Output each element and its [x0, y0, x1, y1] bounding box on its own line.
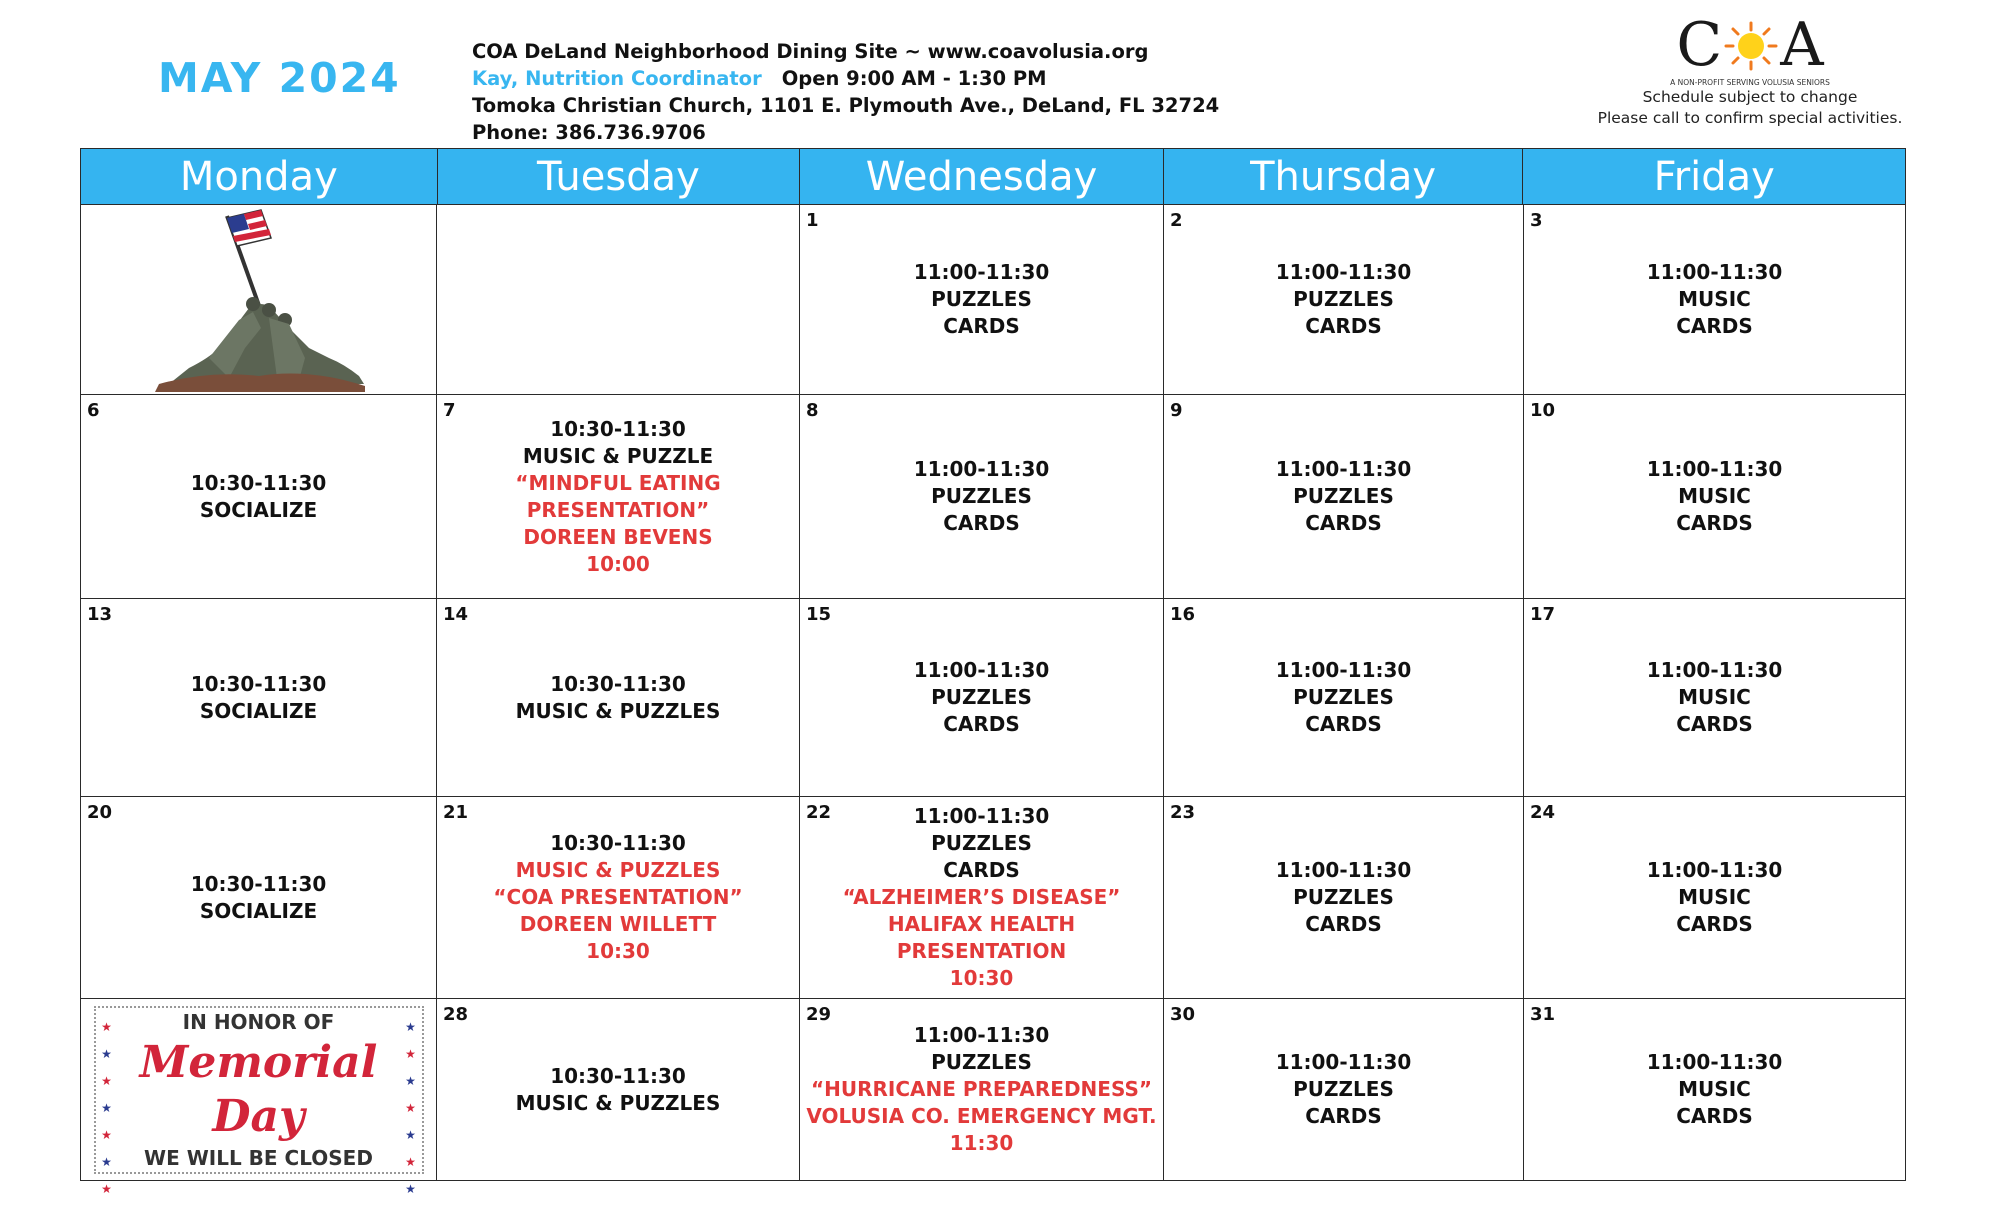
activity-line: CARDS	[1676, 912, 1753, 936]
activity-line: MUSIC	[1678, 685, 1751, 709]
week-row	[80, 205, 1906, 395]
activity-line: 11:00-11:30	[913, 658, 1050, 682]
day-number: 7	[443, 400, 456, 421]
activity-line: CARDS	[943, 314, 1020, 338]
day-number: 13	[87, 604, 113, 625]
site-address: Tomoka Christian Church, 1101 E. Plymouth Ave., DeLand, FL 32724	[472, 94, 1220, 117]
stars-left	[100, 1014, 114, 1196]
star-icon: ★	[101, 1181, 112, 1196]
special-event-line: HALIFAX HEALTH PRESENTATION	[887, 912, 1076, 963]
day-number: 20	[87, 802, 113, 823]
activity-line: MUSIC	[1678, 1077, 1751, 1101]
day-cell	[1524, 395, 1906, 599]
activity-line: CARDS	[1305, 1104, 1382, 1128]
activity-line: SOCIALIZE	[199, 497, 318, 522]
day-number: 10	[1530, 400, 1556, 421]
calendar-grid	[80, 148, 1906, 1196]
day-number: 9	[1170, 400, 1183, 421]
day-number: 31	[1530, 1004, 1556, 1025]
activity-line: MUSIC & PUZZLES	[515, 1090, 721, 1115]
memorial-line-2: Memorial Day	[139, 1036, 378, 1142]
activity-line: 11:00-11:30	[1275, 858, 1412, 882]
activity-line: CARDS	[1676, 511, 1753, 535]
coa-logo: C A	[1676, 10, 1824, 80]
activity-line: PUZZLES	[931, 287, 1032, 311]
activity-line: 10:30-11:30	[550, 1063, 686, 1088]
iwo-jima-flag-raising-icon	[149, 208, 369, 392]
activity-line: 11:00-11:30	[1646, 658, 1783, 682]
day-cell	[1524, 599, 1906, 797]
site-info	[472, 38, 1219, 146]
star-icon: ★	[101, 1154, 112, 1169]
schedule-note: Schedule subject to change	[1642, 88, 1858, 106]
activity-line: PUZZLES	[1293, 685, 1394, 709]
confirm-note: Please call to confirm special activities.	[1597, 109, 1903, 127]
special-event-line: VOLUSIA CO. EMERGENCY MGT.	[806, 1104, 1157, 1128]
day-cell	[1524, 205, 1906, 395]
stars-right	[404, 1014, 418, 1196]
special-event-line: DOREEN WILLETT	[519, 912, 717, 936]
activity-line: 11:00-11:30	[913, 260, 1050, 284]
star-icon: ★	[101, 1127, 112, 1142]
activity-line: MUSIC	[1678, 287, 1751, 311]
star-icon: ★	[101, 1046, 112, 1061]
day-number: 21	[443, 802, 469, 823]
day-cell	[437, 999, 800, 1181]
activity-line: 10:30-11:30	[550, 671, 686, 696]
site-title: COA DeLand Neighborhood Dining Site ~ www.coavolusia.org	[472, 40, 1149, 63]
activity-line: 11:00-11:30	[1275, 457, 1412, 481]
day-name-thursday: Thursday	[1164, 149, 1524, 204]
activity-line: 10:30-11:30	[190, 470, 327, 495]
activity-line: CARDS	[1305, 912, 1382, 936]
activity-line: CARDS	[1676, 1104, 1753, 1128]
special-event-line: 10:30	[949, 966, 1014, 990]
day-number: 14	[443, 604, 469, 625]
activity-line: MUSIC & PUZZLE	[522, 443, 714, 468]
activity-line: 11:00-11:30	[1275, 1050, 1412, 1074]
week-row	[80, 797, 1906, 999]
day-cell	[437, 797, 800, 999]
activity-line: CARDS	[1305, 712, 1382, 736]
activity-line: 11:00-11:30	[1275, 658, 1412, 682]
day-cell	[80, 205, 437, 395]
star-icon: ★	[405, 1154, 416, 1169]
star-icon: ★	[405, 1046, 416, 1061]
activity-line: CARDS	[943, 511, 1020, 535]
sun-icon	[1722, 21, 1780, 71]
coordinator-line	[472, 65, 1219, 92]
star-icon: ★	[101, 1073, 112, 1088]
day-cell	[800, 797, 1164, 999]
star-icon: ★	[101, 1100, 112, 1115]
activity-line: SOCIALIZE	[199, 898, 318, 923]
star-icon: ★	[405, 1073, 416, 1088]
memorial-day-banner	[94, 1006, 424, 1196]
opening-hours: Open 9:00 AM - 1:30 PM	[781, 67, 1047, 90]
week-row	[80, 999, 1906, 1196]
activity-line: PUZZLES	[931, 1050, 1032, 1074]
activity-line: 11:00-11:30	[1275, 260, 1412, 284]
day-number: 3	[1530, 210, 1543, 231]
activity-line: 11:00-11:30	[913, 457, 1050, 481]
activity-line: CARDS	[1305, 314, 1382, 338]
activity-line: 10:30-11:30	[190, 871, 327, 896]
week-row	[80, 395, 1906, 599]
activity-line: MUSIC	[1678, 885, 1751, 909]
special-event-line: 10:30	[586, 939, 650, 963]
day-number: 6	[87, 400, 100, 421]
special-event-line: MUSIC & PUZZLES	[515, 858, 721, 882]
activity-line: CARDS	[943, 858, 1020, 882]
day-number: 2	[1170, 210, 1183, 231]
week-row	[80, 599, 1906, 797]
special-event-line: 11:30	[949, 1131, 1014, 1155]
activity-line: PUZZLES	[931, 484, 1032, 508]
day-cell	[437, 599, 800, 797]
activity-line: CARDS	[1676, 712, 1753, 736]
star-icon: ★	[405, 1127, 416, 1142]
activity-line: PUZZLES	[1293, 484, 1394, 508]
day-number: 22	[806, 802, 832, 823]
day-cell	[437, 395, 800, 599]
day-cell	[1164, 999, 1524, 1181]
logo-tagline: A NON-PROFIT SERVING VOLUSIA SENIORS	[1670, 78, 1830, 87]
day-number: 29	[806, 1004, 832, 1025]
day-name-friday: Friday	[1653, 153, 1775, 200]
day-cell	[80, 797, 437, 999]
activity-line: 11:00-11:30	[913, 1023, 1050, 1047]
activity-line: 11:00-11:30	[1646, 260, 1783, 284]
memorial-line-3: WE WILL BE CLOSED	[144, 1145, 373, 1170]
month-title: MAY 2024	[158, 54, 401, 102]
day-cell	[437, 205, 800, 395]
activity-line: 11:00-11:30	[913, 804, 1050, 828]
day-number: 16	[1170, 604, 1196, 625]
activity-line: 11:00-11:30	[1646, 858, 1783, 882]
day-cell	[80, 395, 437, 599]
day-number: 28	[443, 1004, 469, 1025]
star-icon: ★	[101, 1019, 112, 1034]
day-number: 8	[806, 400, 819, 421]
activity-line: MUSIC	[1678, 484, 1751, 508]
activity-line: 10:30-11:30	[190, 671, 327, 696]
special-event-line: “HURRICANE PREPAREDNESS”	[810, 1077, 1153, 1101]
star-icon: ★	[405, 1181, 416, 1196]
activity-line: SOCIALIZE	[199, 698, 318, 723]
special-event-line: “MINDFUL EATING PRESENTATION”	[515, 470, 721, 522]
day-number: 1	[806, 210, 819, 231]
special-event-line: “COA PRESENTATION”	[493, 885, 743, 909]
day-name-wednesday: Wednesday	[800, 149, 1164, 204]
day-names-row	[80, 148, 1906, 205]
special-event-line: DOREEN BEVENS	[523, 524, 713, 549]
coordinator-name: Kay, Nutrition Coordinator	[472, 67, 762, 90]
day-number: 24	[1530, 802, 1556, 823]
activity-line: 10:30-11:30	[550, 416, 686, 441]
day-cell	[1164, 797, 1524, 999]
activity-line: 10:30-11:30	[550, 831, 686, 855]
day-cell	[800, 599, 1164, 797]
day-number: 17	[1530, 604, 1556, 625]
activity-line: PUZZLES	[1293, 1077, 1394, 1101]
day-cell	[1524, 797, 1906, 999]
day-cell	[800, 205, 1164, 395]
activity-line: MUSIC & PUZZLES	[515, 698, 721, 723]
activity-line: PUZZLES	[1293, 885, 1394, 909]
activity-line: PUZZLES	[931, 831, 1032, 855]
star-icon: ★	[405, 1100, 416, 1115]
activity-line: 11:00-11:30	[1646, 1050, 1783, 1074]
activity-line: CARDS	[1305, 511, 1382, 535]
coa-logo-block	[1580, 10, 1920, 129]
day-cell	[1164, 395, 1524, 599]
activity-line: CARDS	[1676, 314, 1753, 338]
activity-line: CARDS	[943, 712, 1020, 736]
day-name-monday: Monday	[81, 149, 438, 204]
day-cell	[800, 999, 1164, 1181]
day-cell	[1524, 999, 1906, 1181]
day-number: 23	[1170, 802, 1196, 823]
special-event-line: 10:00	[586, 551, 650, 576]
day-number: 30	[1170, 1004, 1196, 1025]
day-cell	[80, 599, 437, 797]
memorial-line-1: IN HONOR OF	[182, 1009, 335, 1034]
day-cell	[1164, 205, 1524, 395]
day-cell	[800, 395, 1164, 599]
special-event-line: “ALZHEIMER’S DISEASE”	[842, 885, 1121, 909]
activity-line: PUZZLES	[931, 685, 1032, 709]
activity-line: PUZZLES	[1293, 287, 1394, 311]
star-icon: ★	[405, 1019, 416, 1034]
site-phone: Phone: 386.736.9706	[472, 121, 706, 144]
activity-line: 11:00-11:30	[1646, 457, 1783, 481]
day-name-tuesday: Tuesday	[438, 149, 801, 204]
day-cell	[80, 999, 437, 1196]
day-number: 15	[806, 604, 832, 625]
weeks-container	[80, 205, 1906, 1196]
day-cell	[1164, 599, 1524, 797]
